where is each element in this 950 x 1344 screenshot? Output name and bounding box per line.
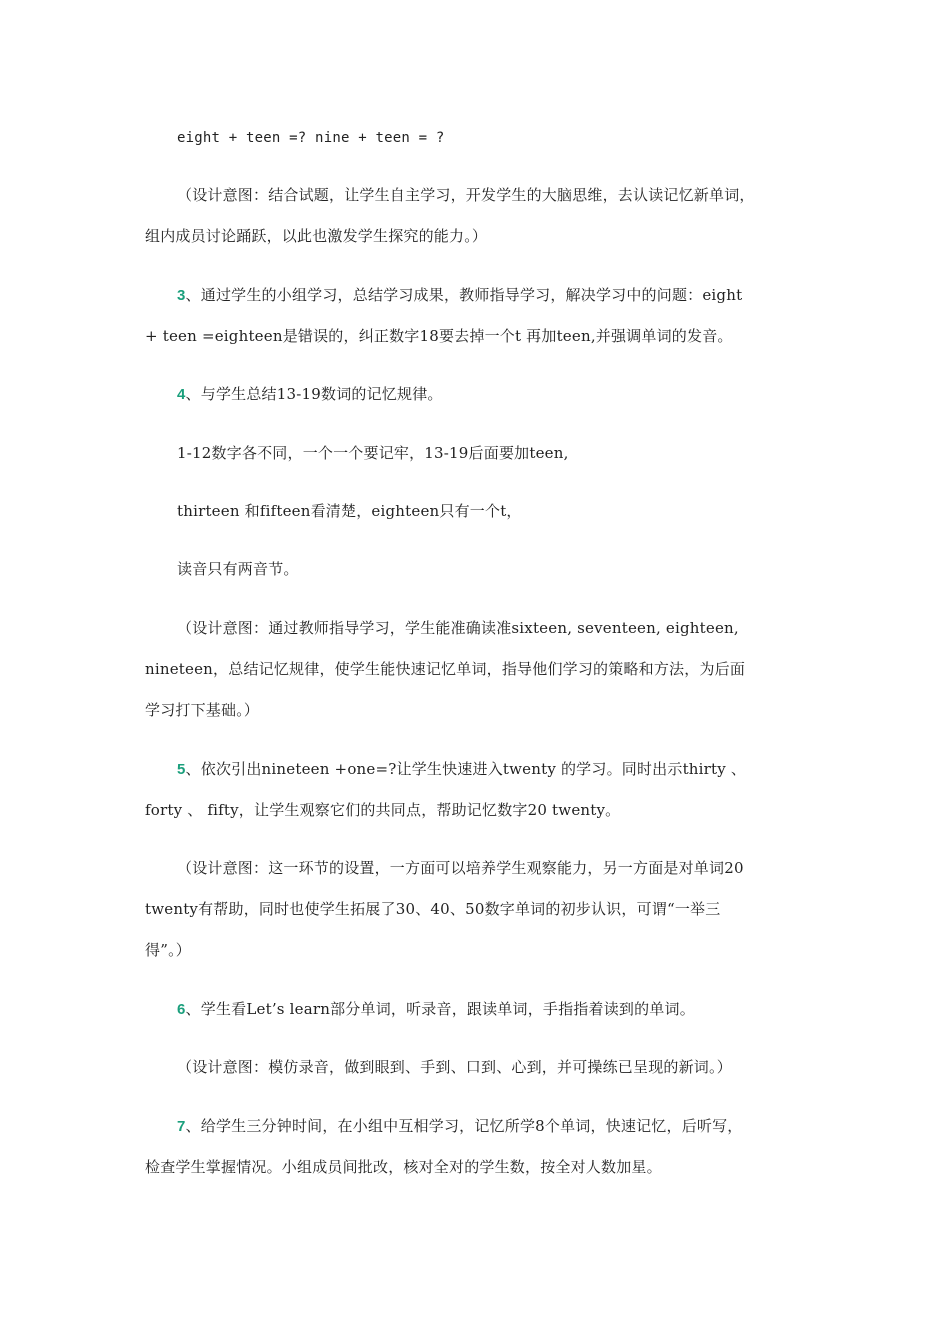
line-16-text: twenty有帮助，同时也使学生拓展了30、40、50数字单词的初步认识，可谓“一举三	[145, 900, 721, 918]
step-7-line-2	[145, 1157, 662, 1177]
line-1-text: eight + teen =? nine + teen = ?	[177, 130, 445, 146]
design-intent-3-line-1	[177, 858, 744, 878]
line-14-text: forty 、 fifty，让学生观察它们的共同点，帮助记忆数字20 twenty。	[145, 801, 621, 819]
step-number: 4	[177, 386, 186, 403]
line-20-text: 、给学生三分钟时间，在小组中互相学习，记忆所学8个单词，快速记忆，后听写，	[185, 1117, 743, 1135]
line-10-text: （设计意图：通过教师指导学习，学生能准确读准sixteen, seventeen, eighteen,	[177, 619, 739, 637]
step-number: 6	[177, 1001, 186, 1018]
line-7-text: 1-12数字各不同，一个一个要记牢，13-19后面要加teen,	[177, 444, 569, 462]
rhyme-line-3	[177, 559, 299, 579]
design-intent-4-line-1	[177, 1057, 732, 1077]
line-15-text: （设计意图：这一环节的设置，一方面可以培养学生观察能力，另一方面是对单词20	[177, 859, 744, 877]
step-number: 3	[177, 287, 186, 304]
design-intent-1-line-1	[177, 185, 755, 205]
line-6-text: 、与学生总结13-19数词的记忆规律。	[185, 385, 443, 403]
step-5-line-2	[145, 800, 620, 820]
line-3-text: 组内成员讨论踊跃，以此也激发学生探究的能力。）	[145, 227, 488, 245]
step-number: 7	[177, 1118, 186, 1135]
line-18-text: 、学生看Let’s learn部分单词，听录音，跟读单词，手指指着读到的单词。	[185, 1000, 695, 1018]
line-4-text: 、通过学生的小组学习，总结学习成果，教师指导学习，解决学习中的问题：eight	[185, 286, 743, 304]
design-intent-2-line-1	[177, 618, 739, 638]
step-3-line-1	[177, 285, 742, 306]
design-intent-1-line-2	[145, 226, 487, 246]
line-12-text: 学习打下基础。）	[145, 701, 260, 719]
rhyme-line-2	[177, 501, 522, 521]
rhyme-line-1	[177, 443, 569, 463]
line-5-text: + teen =eighteen是错误的，纠正数字18要去掉一个t 再加teen,并强调单词的发音。	[145, 327, 733, 345]
line-13-text: 、依次引出nineteen +one=?让学生快速进入twenty 的学习。同时出示thirty 、	[185, 760, 747, 778]
line-8-text: thirteen 和fifteen看清楚，eighteen只有一个t，	[177, 502, 522, 520]
line-21-text: 检查学生掌握情况。小组成员间批改，核对全对的学生数，按全对人数加星。	[145, 1158, 662, 1176]
design-intent-3-line-2	[145, 899, 720, 919]
line-9-text: 读音只有两音节。	[177, 560, 299, 578]
text-line-1	[177, 128, 445, 148]
step-number: 5	[177, 761, 186, 778]
design-intent-2-line-2	[145, 659, 745, 679]
step-7-line-1	[177, 1116, 743, 1137]
line-2-text: （设计意图：结合试题，让学生自主学习，开发学生的大脑思维，去认读记忆新单词，	[177, 186, 755, 204]
line-11-text: nineteen，总结记忆规律，使学生能快速记忆单词，指导他们学习的策略和方法，为后面	[145, 660, 746, 678]
line-17-text: 得”。）	[145, 941, 191, 959]
step-4-line-1	[177, 384, 443, 405]
line-19-text: （设计意图：模仿录音，做到眼到、手到、口到、心到，并可操练已呈现的新词。）	[177, 1058, 732, 1076]
design-intent-3-line-3	[145, 940, 191, 960]
step-5-line-1	[177, 759, 746, 780]
step-3-line-2	[145, 326, 733, 346]
step-6-line-1	[177, 999, 695, 1020]
design-intent-2-line-3	[145, 700, 259, 720]
